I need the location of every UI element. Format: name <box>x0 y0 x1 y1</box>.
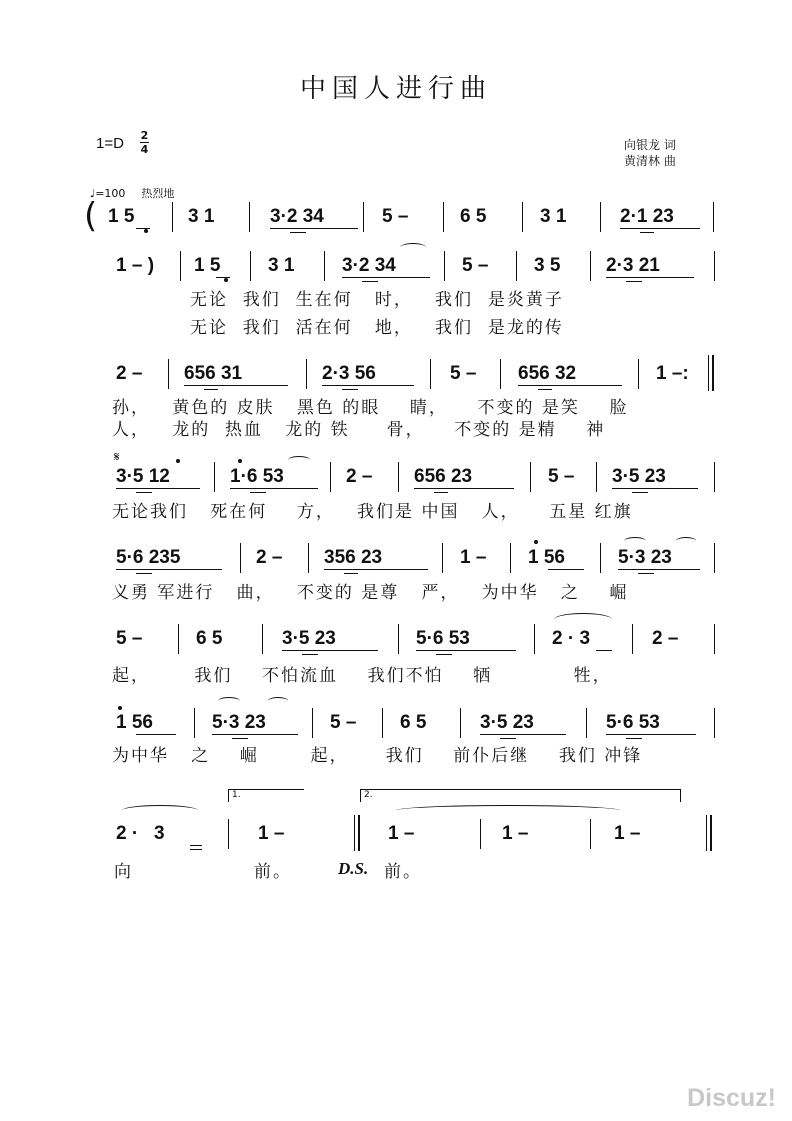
measure: 2 – <box>346 466 373 487</box>
measure: 356 23 <box>324 547 383 568</box>
measure: 3·5 23 <box>612 466 666 487</box>
measure: 2 – <box>652 628 679 649</box>
measure: 5 – <box>450 363 477 384</box>
measure: 1 – ) <box>116 255 155 276</box>
lyric-verse-1: 起， 我们 不怕流血 我们不怕 牺 牲， <box>112 666 612 686</box>
measure: 3 1 <box>540 206 567 227</box>
measure: 5·3 23 <box>618 547 672 568</box>
measure: 3·5 12 <box>116 466 170 487</box>
dal-segno-mark: D.S. <box>338 859 369 878</box>
lyricist: 向银龙 词 <box>624 138 676 152</box>
lyric-verse-1: 义勇 军进行 曲， 不变的 是尊 严， 为中华 之 崛 <box>112 583 629 603</box>
measure: 1 5 <box>194 255 221 276</box>
measure: 2 · 3 <box>552 628 591 649</box>
measure: 5 – <box>548 466 575 487</box>
measure: 3·2 34 <box>270 206 324 227</box>
measure: 2 – <box>256 547 283 568</box>
measure: 5·6 53 <box>416 628 470 649</box>
measure: 2 · 3 <box>116 823 165 844</box>
measure: 5 – <box>116 628 143 649</box>
lyric-verse-2: 人， 龙的 热血 龙的 铁 骨， 不变的 是精 神 <box>112 420 606 440</box>
measure: 2·1 23 <box>620 206 674 227</box>
measure: 6 5 <box>196 628 223 649</box>
lyric-verse-2: 无论 我们 活在何 地， 我们 是龙的传 <box>190 318 564 338</box>
measure: 3·2 34 <box>342 255 396 276</box>
lyric-verse-1: 无论 我们 生在何 时， 我们 是炎黄子 <box>190 290 564 310</box>
measure: 656 23 <box>414 466 473 487</box>
page-title: 中国人进行曲 <box>299 74 492 104</box>
measure: 2 – <box>116 363 143 384</box>
measure: 5 – <box>330 712 357 733</box>
measure: 1 –: <box>656 363 689 384</box>
measure: 656 31 <box>184 363 243 384</box>
measure: 6 5 <box>400 712 427 733</box>
measure: 1·6 53 <box>230 466 284 487</box>
measure: 656 32 <box>518 363 577 384</box>
measure: 5 – <box>382 206 409 227</box>
tempo-mark: ♩=100 <box>90 187 126 200</box>
measure: 2·3 21 <box>606 255 660 276</box>
lyric-verse-1: 向 <box>114 862 133 882</box>
measure: 3 1 <box>268 255 295 276</box>
measure: 3 5 <box>534 255 561 276</box>
expression-mark: 热烈地 <box>141 187 175 200</box>
repeat-paren-open: ( <box>84 196 98 236</box>
time-signature-bottom: 4 <box>140 143 149 156</box>
measure: 1 – <box>258 823 285 844</box>
lyric-verse-1: 前。 <box>384 862 422 882</box>
measure: 3 1 <box>188 206 215 227</box>
measure: 5 – <box>462 255 489 276</box>
lyric-verse-1: 为中华 之 崛 起， 我们 前仆后继 我们 冲锋 <box>112 746 643 766</box>
measure: 1 – <box>614 823 641 844</box>
measure: 1 56 <box>116 712 153 733</box>
lyric-verse-1: 孙， 黄色的 皮肤 黑色 的眼 睛， 不变的 是笑 脸 <box>112 398 629 418</box>
measure: 3·5 23 <box>282 628 336 649</box>
measure: 1 – <box>460 547 487 568</box>
measure: 5·6 235 <box>116 547 181 568</box>
measure: 3·5 23 <box>480 712 534 733</box>
lyric-verse-1: 前。 <box>254 862 292 882</box>
lyric-verse-1: 无论我们 死在何 方， 我们是 中国 人， 五星 红旗 <box>112 502 633 522</box>
measure: 1 5 <box>108 206 135 227</box>
measure: 1 – <box>502 823 529 844</box>
second-ending-bracket: 2. <box>360 789 681 802</box>
measure: 5·6 53 <box>606 712 660 733</box>
segno-sign: 𝄋 <box>114 450 120 465</box>
measure: 1 56 <box>528 547 565 568</box>
key-signature: 1=D <box>96 135 124 152</box>
measure: 1 – <box>388 823 415 844</box>
measure: 5·3 23 <box>212 712 266 733</box>
composer: 黄清林 曲 <box>624 154 676 168</box>
watermark-logo: Discuz! <box>687 1084 776 1112</box>
first-ending-bracket: 1. <box>228 789 304 802</box>
measure: 6 5 <box>460 206 487 227</box>
time-signature-top: 2 <box>140 129 149 142</box>
measure: 2·3 56 <box>322 363 376 384</box>
